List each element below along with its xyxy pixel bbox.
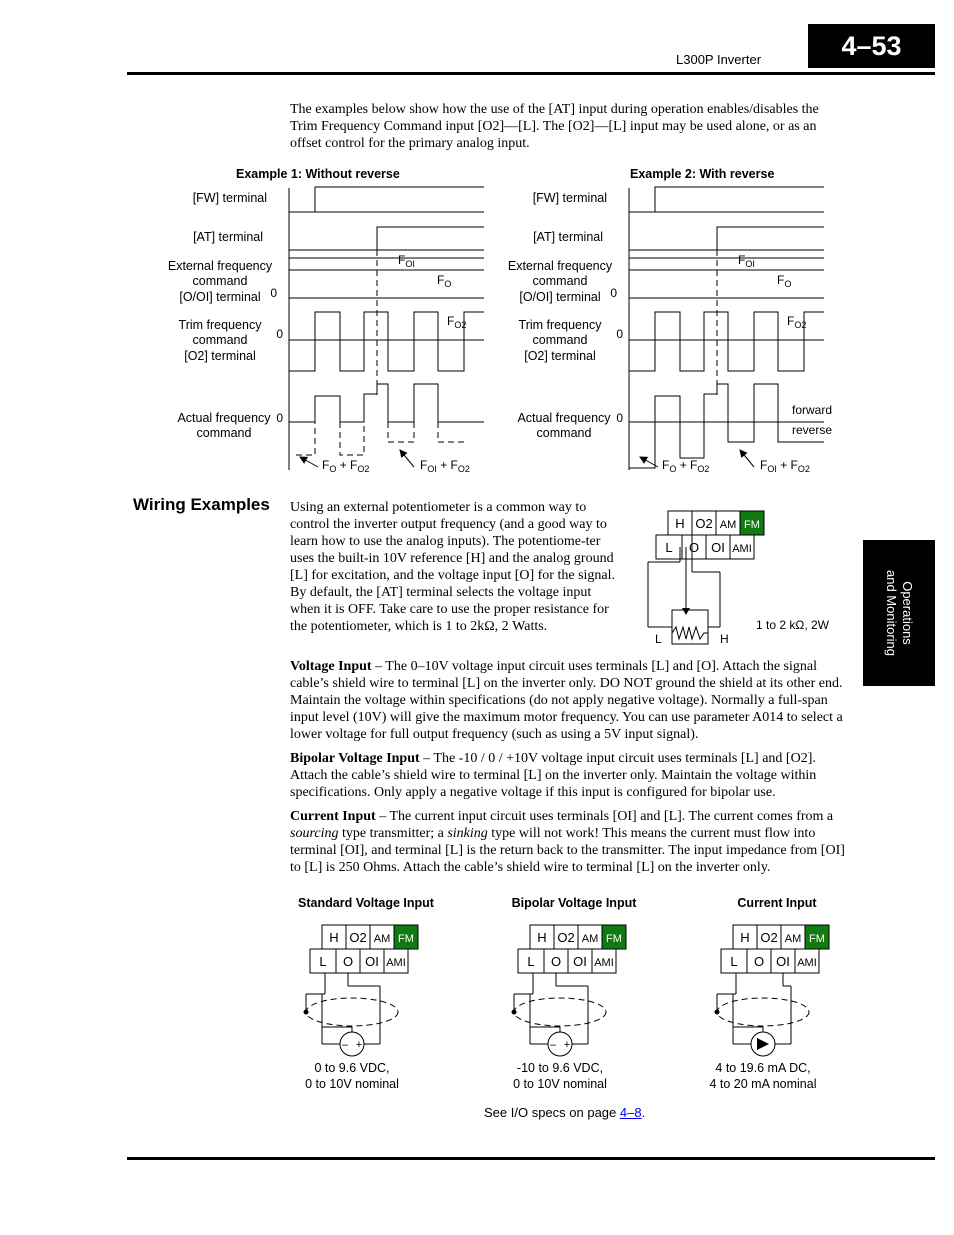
foi-label: $F_{OI}$ [398,253,415,269]
header-title: L300P Inverter [676,52,762,67]
side-tab-label[interactable] [863,540,935,686]
terminal-fm-label: FM [744,519,760,531]
terminal-am-label: AM [784,933,802,945]
side-tab-line2: and Monitoring [884,570,899,656]
shield-ellipse [306,998,398,1026]
current-input-diagram [709,896,829,1091]
spec-line-1: 0 to 9.6 VDC, [314,1061,390,1075]
minus-sign: – [549,1039,557,1051]
terminal-o-label: O [688,540,700,555]
pot-H-label: H [720,632,729,646]
diagram-title: Current Input [737,896,817,910]
input-wiring-diagrams [290,890,850,1095]
terminal-o2-label: O2 [557,930,575,945]
current-input-text3: type will not work! This means the current must flow into terminal [OI], and terminal [L] is the return back to the transmitter. The input impedance from [OI] to [L] is 250 Ohms. Attach the cable’s shield wire to terminal [L] on the inverter only. [290,826,845,875]
io-specs-link[interactable]: 4–8 [619,1105,642,1120]
zero-act: 0 [276,411,283,425]
terminal-am-label: AM [373,933,391,945]
diagram-title: Bipolar Voltage Input [511,896,637,910]
terminal-h-label: H [740,930,750,945]
ext-label-2: command [192,274,248,288]
pot-wiper-arrow [682,608,690,615]
see-io-end: . [641,1105,646,1120]
terminal-fm-label: FM [398,933,414,945]
fw-signal [629,187,824,212]
current-input-text1: – The current input circuit uses terminals [OI] and [L]. The current comes from a [375,809,834,824]
current-input-sourcing: sourcing [290,826,339,841]
act-label-2: command [536,426,592,440]
terminal-oi-label: OI [573,954,587,969]
zero-trim: 0 [276,327,283,341]
bipolar-input-text: – The -10 / 0 / +10V voltage input circuit uses terminals [L] and [O2]. Attach the cable’s shield wire to terminal [L] on the inverter only. Maintain the voltage within specifications. Only apply a negative voltage if this input is configured for bipolar use. [290,751,817,800]
terminal-l-label: L [665,540,673,555]
terminal-o-label: O [550,954,562,969]
ext-label-1: External frequency [507,259,613,273]
at-signal [629,227,824,250]
at-label: [AT] terminal [533,230,603,244]
fo-plus-fo2-label: $F_O + F_{O2}$ [322,458,370,474]
at-signal [289,227,484,250]
terminal-oi-label: OI [365,954,379,969]
top-rule [127,72,935,75]
trim-label-2: command [532,333,588,347]
zero-ext: 0 [270,286,277,300]
terminal-ami-label: AMI [594,957,614,969]
zero-ext: 0 [610,286,617,300]
terminal-l-label: L [527,954,535,969]
current-input-title: Current Input [290,809,376,824]
plus-sign: + [563,1039,571,1051]
pot-terminal-block [656,511,764,559]
minus-sign: – [341,1039,349,1051]
fo-label: $F_O$ [777,273,792,289]
bipolar-voltage-input-diagram [512,896,638,1091]
foi-plus-fo2-label: $F_{OI} + F_{O2}$ [420,458,470,474]
forward-label: forward [792,403,833,417]
fo2-label: $F_{O2}$ [787,314,807,330]
act-label-1: Actual frequency [517,411,611,425]
timing-example-2 [508,167,832,474]
wiring-intro-paragraph: Using an external potentiometer is a common way to control the inverter output frequency (and a good way to learn how to use the analog inputs). The potentiome-ter uses the built-in 10V reference [H] and the analog ground [L] for excitation, and the voltage input [O] for the signal. By default, the [AT] terminal selects the voltage input when it is OFF. Take care to use the proper resistance for the potentiometer, which is 1 to 2kΩ, 2 Watts. [290,500,616,634]
current-input-paragraph [290,808,846,876]
shield-ellipse [717,998,809,1026]
diagram-title: Standard Voltage Input [298,896,434,910]
wiring-examples-heading: Wiring Examples [133,495,270,514]
terminal-o-label: O [342,954,354,969]
terminal-l-label: L [730,954,738,969]
intro-paragraph: The examples below show how the use of the [AT] input during operation enables/disables the Trim Frequency Command input [O2]—[L]. The [O2]—[L] input may be used alone, or as an offset control for the primary analog input. [290,102,819,151]
voltage-input-paragraph [290,658,846,743]
terminal-ami-label: AMI [797,957,817,969]
actual-signal [289,384,484,422]
current-input-sinking: sinking [447,826,488,841]
timing-diagrams [0,160,954,480]
foi-plus-fo2-label: $F_{OI} + F_{O2}$ [760,458,810,474]
act-label-2: command [196,426,252,440]
terminal-h-label: H [329,930,339,945]
terminal-h-label: H [537,930,547,945]
see-io-specs [484,1105,645,1120]
voltage-input-title: Voltage Input [290,659,372,674]
terminal-oi-label: OI [711,540,725,555]
terminal-am-label: AM [719,519,737,531]
terminal-ami-label: AMI [732,543,752,555]
trim-label-1: Trim frequency [178,318,262,332]
fw-label: [FW] terminal [192,191,267,205]
bipolar-input-title: Bipolar Voltage Input [290,751,420,766]
spec-line-1: 4 to 19.6 mA DC, [715,1061,811,1075]
at-label: [AT] terminal [193,230,263,244]
ext-label-2: command [532,274,588,288]
timing-example-1 [168,167,484,474]
bipolar-input-paragraph [290,750,846,801]
terminal-o2-label: O2 [760,930,778,945]
pot-spec-label: 1 to 2 kΩ, 2W [756,618,829,632]
ext-label-3: [O/OI] terminal [179,290,261,304]
fo-plus-fo2-label: $F_O + F_{O2}$ [662,458,710,474]
terminal-h-label: H [675,516,685,531]
ext-label-1: External frequency [167,259,273,273]
terminal-fm-label: FM [809,933,825,945]
see-io-text: See I/O specs on page [484,1105,620,1120]
reverse-label: reverse [792,423,833,437]
shield-ellipse [514,998,606,1026]
terminal-ami-label: AMI [386,957,406,969]
trim-label-3: [O2] terminal [524,349,596,363]
fo2-label: $F_{O2}$ [447,314,467,330]
terminal-fm-label: FM [606,933,622,945]
pot-L-label: L [655,632,662,646]
example-title: Example 2: With reverse [630,167,775,181]
trim-label-3: [O2] terminal [184,349,256,363]
spec-line-1: -10 to 9.6 VDC, [516,1061,604,1075]
foi-label: $F_{OI}$ [738,253,755,269]
trim-label-1: Trim frequency [518,318,602,332]
spec-line-2: 0 to 10V nominal [513,1077,607,1091]
zero-act: 0 [616,411,623,425]
terminal-o-label: O [753,954,765,969]
page-number: 4–53 [841,31,902,61]
terminal-l-label: L [319,954,327,969]
bottom-rule [127,1157,935,1160]
fw-label: [FW] terminal [532,191,607,205]
fw-signal [289,187,484,212]
act-label-1: Actual frequency [177,411,271,425]
terminal-am-label: AM [581,933,599,945]
spec-line-2: 4 to 20 mA nominal [709,1077,817,1091]
plus-sign: + [355,1039,363,1051]
fo-label: $F_O$ [437,273,452,289]
voltage-input-text: – The 0–10V voltage input circuit uses terminals [L] and [O]. Attach the signal cable’s shield wire to terminal [L] on the inverter only. DO NOT ground the shield at its other end. Maintain the voltage within specifications (do not apply negative voltage). Normally a full-span input level (10V) will give the maximum motor frequency. You can use parameter A014 to select a lower voltage for full output frequency (such as using a 5V input signal). [290,659,843,742]
example-title: Example 1: Without reverse [236,167,400,181]
potentiometer-wiring-diagram [600,505,850,650]
terminal-oi-label: OI [776,954,790,969]
terminal-o2-label: O2 [349,930,367,945]
current-input-text2: type transmitter; a [338,826,448,841]
standard-voltage-input-diagram [298,896,435,1091]
spec-line-2: 0 to 10V nominal [305,1077,399,1091]
trim-label-2: command [192,333,248,347]
side-tab-line1: Operations [900,581,915,645]
zero-trim: 0 [616,327,623,341]
terminal-o2-label: O2 [695,516,713,531]
ext-label-3: [O/OI] terminal [519,290,601,304]
